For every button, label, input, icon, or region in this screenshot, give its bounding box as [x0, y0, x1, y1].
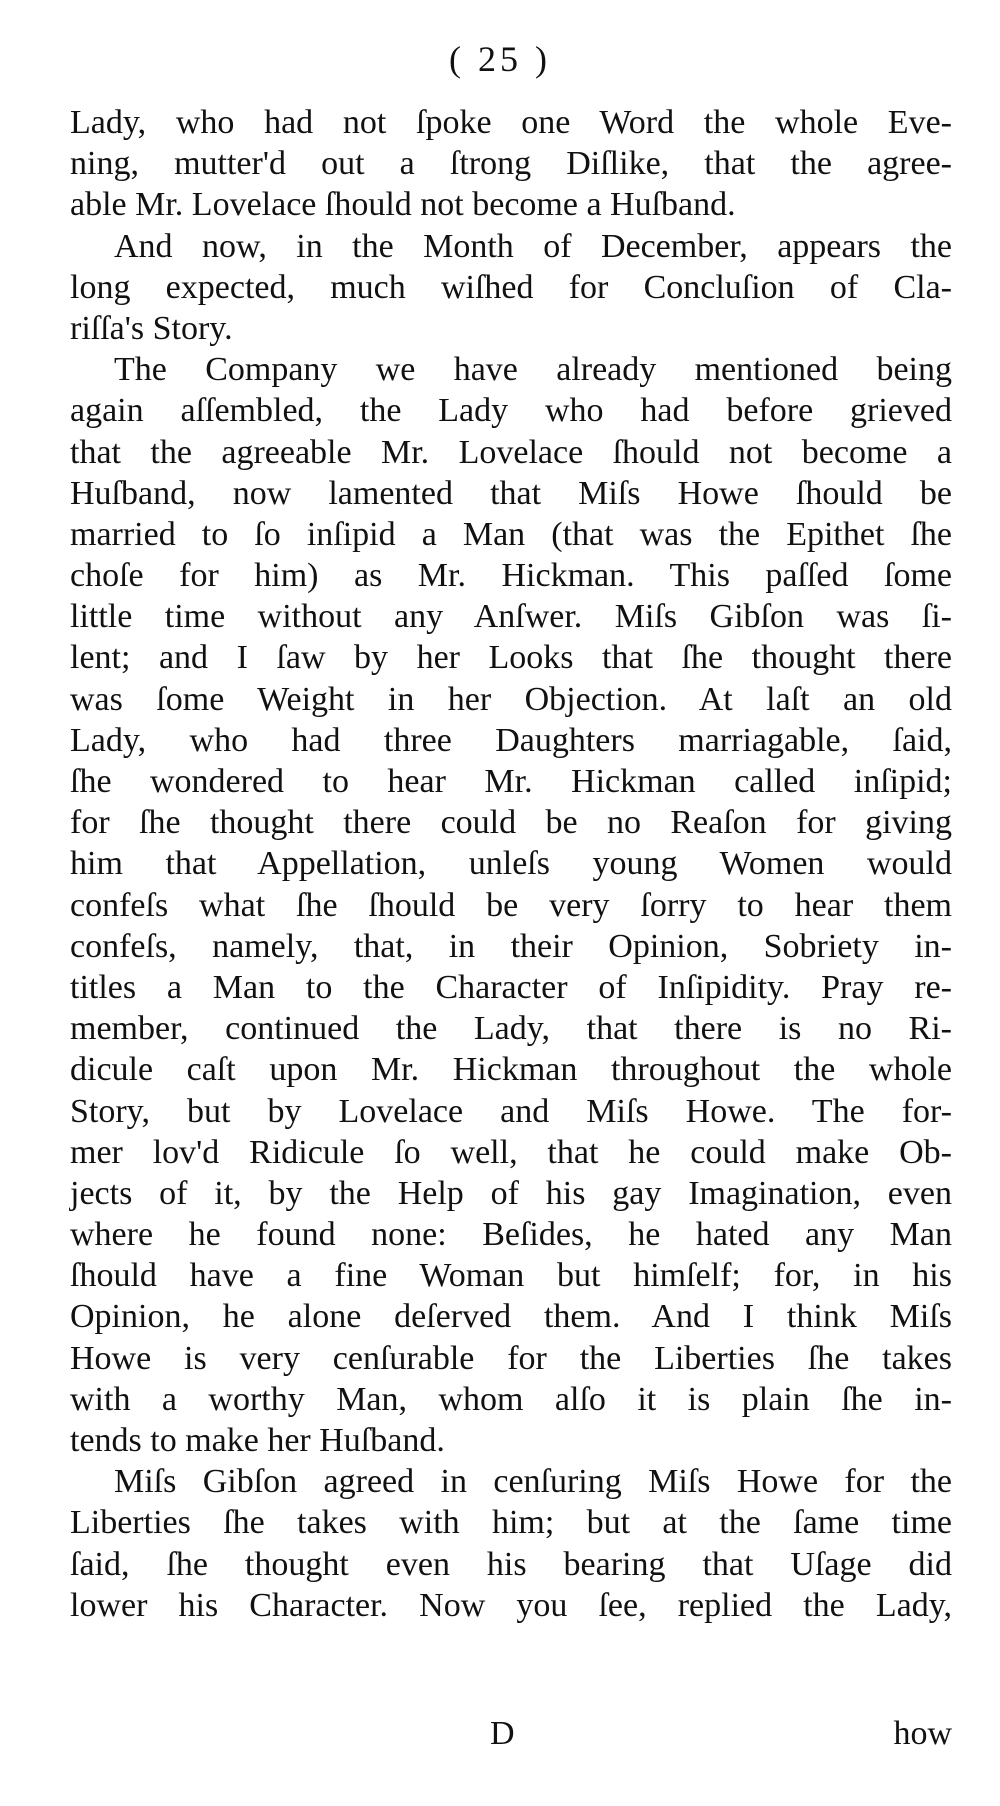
text-line: member, continued the Lady, that there is no Ri- [70, 1010, 952, 1048]
text-line: was ſome Weight in her Objection. At laſt an old [70, 680, 952, 718]
text-line: little time without any Anſwer. Miſs Gibſon was ſi- [70, 598, 952, 636]
text-line: him that Appellation, unleſs young Women would [70, 845, 952, 883]
text-line: ſhe wondered to hear Mr. Hickman called inſipid; [70, 763, 952, 800]
text-line: tends to make her Huſband. [70, 1422, 445, 1459]
text-line: Story, but by Lovelace and Miſs Howe. The for- [70, 1092, 952, 1130]
text-line: riſſa's Story. [70, 309, 233, 347]
text-line: ning, mutter'd out a ſtrong Diſlike, that the agree- [70, 145, 952, 183]
text-line: dicule caſt upon Mr. Hickman throughout the whole [70, 1051, 952, 1089]
text-line: Lady, who had not ſpoke one Word the whole Eve- [70, 104, 952, 141]
text-line: And now, in the Month of December, appears the [114, 227, 952, 265]
text-line: choſe for him) as Mr. Hickman. This paſſed ſome [70, 557, 952, 595]
text-line: jects of it, by the Help of his gay Imagination, even [70, 1174, 952, 1212]
text-line: Opinion, he alone deſerved them. And I think Miſs [70, 1298, 952, 1336]
footer-line [70, 1712, 952, 1756]
text-line: Liberties ſhe takes with him; but at the ſame time [70, 1504, 952, 1542]
text-line: with a worthy Man, whom alſo it is plain ſhe in- [70, 1380, 952, 1418]
text-line: mer lov'd Ridicule ſo well, that he could make Ob- [70, 1133, 952, 1171]
text-line: where he found none: Beſides, he hated any Man [70, 1216, 952, 1254]
text-line: titles a Man to the Character of Inſipidity. Pray re- [70, 968, 952, 1006]
text-line: The Company we have already mentioned being [114, 351, 952, 389]
text-line: long expected, much wiſhed for Concluſion of Cla- [70, 268, 952, 306]
text-line: lent; and I ſaw by her Looks that ſhe thought there [70, 639, 952, 677]
text-line: Howe is very cenſurable for the Liberties ſhe takes [70, 1339, 952, 1377]
text-line: ſhould have a fine Woman but himſelf; for, in his [70, 1257, 952, 1295]
text-line: confeſs, namely, that, in their Opinion, Sobriety in- [70, 927, 952, 965]
body-text [70, 102, 952, 1626]
catchword: how [893, 1715, 952, 1752]
signature-mark: D [490, 1715, 515, 1752]
text-line: for ſhe thought there could be no Reaſon for giving [70, 804, 952, 842]
text-line: married to ſo inſipid a Man (that was the Epithet ſhe [70, 515, 952, 553]
text-line: ſaid, ſhe thought even his bearing that Uſage did [70, 1545, 952, 1583]
text-line: again aſſembled, the Lady who had before grieved [70, 392, 952, 430]
text-line: Huſband, now lamented that Miſs Howe ſhould be [70, 474, 952, 512]
text-line: that the agreeable Mr. Lovelace ſhould not become a [70, 433, 952, 471]
text-line: lower his Character. Now you ſee, replied the Lady, [70, 1586, 952, 1624]
page-number: ( 25 ) [449, 39, 551, 79]
text-line: able Mr. Lovelace ſhould not become a Huſband. [70, 186, 736, 224]
text-line: Lady, who had three Daughters marriagable, ſaid, [70, 721, 952, 759]
text-line: Miſs Gibſon agreed in cenſuring Miſs Howe for the [114, 1463, 952, 1501]
text-line: confeſs what ſhe ſhould be very ſorry to hear them [70, 886, 952, 924]
